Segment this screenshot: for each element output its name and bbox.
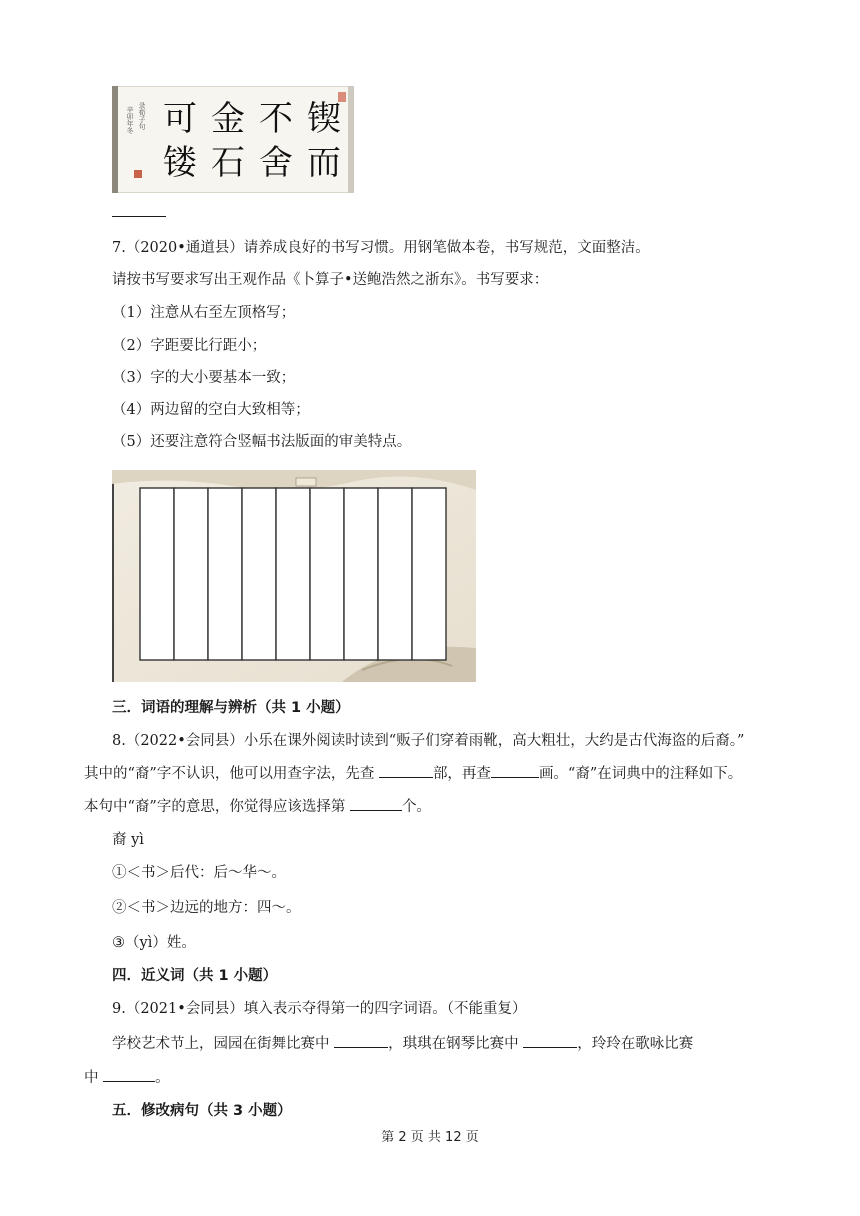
definition-3: ③（yì）姓。 bbox=[112, 935, 196, 951]
q8-line2-text-c: 画。“裔”在词典中的注释如下。 bbox=[538, 766, 743, 782]
q9-line2 bbox=[112, 1033, 693, 1054]
answer-blank-singing[interactable] bbox=[103, 1067, 155, 1082]
q7-req5: （5）还要注意符合竖幅书法版面的审美特点。 bbox=[112, 434, 412, 450]
q7-req3: （3）字的大小要基本一致； bbox=[112, 370, 296, 386]
answer-blank-strokes[interactable] bbox=[491, 763, 539, 778]
section-3-heading: 三．词语的理解与辨析（共 1 小题） bbox=[112, 700, 350, 716]
q7-req4: （4）两边留的空白大致相等； bbox=[112, 402, 310, 418]
definition-1: ①＜书＞后代：后～华～。 bbox=[112, 865, 286, 881]
answer-blank-radical[interactable] bbox=[379, 763, 433, 778]
calligraphy-character: 金 bbox=[211, 99, 245, 139]
q8-line2 bbox=[84, 763, 742, 784]
svg-text:录荀子句: 录荀子句 bbox=[138, 102, 146, 130]
q9-line2-text-c: ，玲玲在歌咏比赛 bbox=[577, 1036, 694, 1052]
q8-line3 bbox=[84, 796, 431, 817]
q9-line1: 9.（2021•会同县）填入表示夺得第一的四字词语。（不能重复） bbox=[112, 1001, 527, 1017]
q8-line2-text-b: 部，再查 bbox=[432, 766, 491, 782]
q8-line3-text-b: 个。 bbox=[401, 799, 431, 815]
q9-line3 bbox=[84, 1067, 170, 1088]
q7-title: 7.（2020•通道县）请养成良好的书写习惯。用钢笔做本卷，书写规范，文面整洁。 bbox=[112, 240, 650, 256]
calligraphy-image bbox=[112, 86, 354, 193]
page-footer: 第 2 页 共 12 页 bbox=[381, 1130, 479, 1145]
q7-intro: 请按书写要求写出王观作品《卜算子•送鲍浩然之浙东》。书写要求： bbox=[112, 272, 549, 288]
q9-line2-text-b: ，琪琪在钢琴比赛中 bbox=[388, 1036, 524, 1052]
section-4-heading: 四．近义词（共 1 小题） bbox=[112, 968, 278, 984]
calligraphy-character: 锲 bbox=[307, 99, 341, 139]
answer-blank-line[interactable] bbox=[112, 216, 166, 217]
q7-req2: （2）字距要比行距小； bbox=[112, 338, 267, 354]
q8-line2-text-a: 其中的“裔”字不认识，他可以用查字法，先查 bbox=[84, 766, 379, 782]
calligraphy-character: 而 bbox=[307, 143, 341, 183]
q8-line1: 8.（2022•会同县）小乐在课外阅读时读到“贩子们穿着雨靴，高大粗壮，大约是古代海盗的后裔。” bbox=[112, 733, 745, 749]
calligraphy-character: 舍 bbox=[259, 143, 293, 183]
calligraphy-character: 镂 bbox=[163, 143, 197, 183]
q9-line3-text-a: 中 bbox=[84, 1070, 104, 1086]
dictionary-entry: 裔 yì bbox=[112, 832, 144, 848]
q7-req1: （1）注意从右至左顶格写； bbox=[112, 305, 296, 321]
definition-2: ②＜书＞边远的地方：四～。 bbox=[112, 900, 301, 916]
q9-line3-text-b: 。 bbox=[155, 1070, 170, 1086]
section-5-heading: 五．修改病句（共 3 小题） bbox=[112, 1103, 292, 1119]
answer-blank-hiphop[interactable] bbox=[334, 1033, 388, 1048]
calligraphy-character: 不 bbox=[259, 99, 293, 139]
vertical-writing-grid-image[interactable] bbox=[112, 470, 476, 682]
q9-line2-text-a: 学校艺术节上，园园在街舞比赛中 bbox=[112, 1036, 335, 1052]
answer-blank-meaning[interactable] bbox=[350, 796, 402, 811]
q8-line3-text-a: 本句中“裔”字的意思，你觉得应该选择第 bbox=[84, 799, 350, 815]
calligraphy-character: 可 bbox=[163, 99, 197, 139]
calligraphy-character: 石 bbox=[211, 143, 245, 183]
svg-text:辛卯年冬: 辛卯年冬 bbox=[126, 106, 134, 134]
answer-blank-piano[interactable] bbox=[523, 1033, 577, 1048]
